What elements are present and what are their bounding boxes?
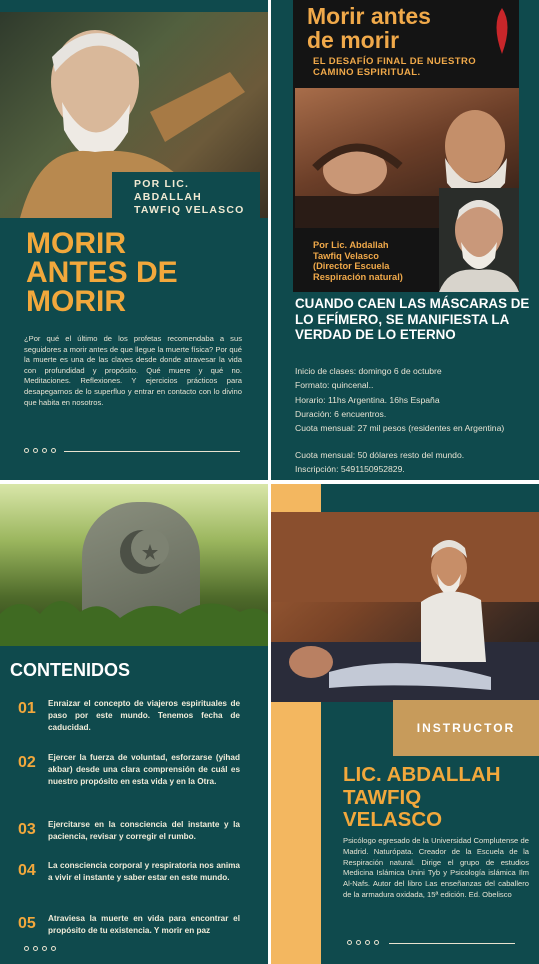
info-start-date: Inicio de clases: domingo 6 de octubre — [295, 366, 442, 376]
carousel-dots — [347, 940, 379, 945]
title-line: MORIR — [26, 227, 126, 260]
list-item: 04 La consciencia corporal y respiratoria nos anima a vivir el instante y saber estar en este mundo. — [18, 861, 240, 882]
info-duration: Duración: 6 encuentros. — [295, 409, 387, 419]
poster-title: Morir antes de morir — [307, 3, 431, 53]
carousel-dots — [24, 946, 56, 951]
divider — [389, 943, 515, 944]
info-registration: Inscripción: 5491150952829. — [295, 464, 405, 474]
byline-line: ABDALLAH — [134, 191, 202, 203]
list-item: 02 Ejercer la fuerza de voluntad, esforzarse (yihad akbar) desde una clara comprensión de cuál es nuestro propósito en esta vida y en la Otra. — [18, 753, 240, 786]
section-heading: CUANDO CAEN LAS MÁSCARAS DE LO EFÍMERO, SE MANIFIESTA LA VERDAD DE LO ETERNO — [295, 296, 530, 343]
carousel-dots — [24, 448, 56, 453]
author-byline — [112, 172, 260, 224]
accent-block — [271, 702, 321, 964]
contents-heading: CONTENIDOS — [10, 660, 131, 680]
instructor-badge — [393, 700, 539, 756]
instructor-name: LIC. ABDALLAH TAWFIQ VELASCO — [343, 763, 501, 831]
byline-line: TAWFIQ VELASCO — [134, 204, 245, 216]
divider — [64, 451, 240, 452]
title-line: ANTES DE — [26, 256, 178, 289]
instructor-panel — [271, 484, 539, 964]
details-panel — [271, 0, 539, 480]
accent-block — [271, 484, 321, 512]
intro-text: ¿Por qué el último de los profetas recomendaba a sus seguidores a morir antes de que llegue la muerte física? Por qué la muerte es una de las claves desde donde atravesar la vida con profundidad y propósito. Qué muere y qué no. Meditaciones. Reflexiones. Y ejercicios prácticos para desapegarnos de lo superfluo y entrar en contacto con lo divino que habita en nosotros. — [24, 334, 242, 407]
instructor-bio: Psicólogo egresado de la Universidad Complutense de Madrid. Naturópata. Creador de la Escuela de la Respiración natural. Dirige el grupo de estudios Medicina Islámica Unini Tyb y Psicología islámica Ilm Al-Nafs. Autor del libro Las enseñanzas del caballero de la armadura oxidada, 15ª edición. Ed. Obelisco — [343, 836, 529, 899]
crescent-star-icon — [114, 524, 170, 580]
instructor-portrait — [439, 188, 519, 292]
contents-panel — [0, 484, 268, 964]
gravestone-photo — [0, 484, 268, 646]
list-item: 01 Enraizar el concepto de viajeros espirituales de paso por este mundo. Tenemos fecha de caducidad. — [18, 699, 240, 732]
poster-byline: Por Lic. Abdallah Tawfiq Velasco (Director Escuela Respiración natural) — [313, 240, 403, 282]
title-line: MORIR — [26, 285, 126, 318]
poster-subtitle: EL DESAFÍO FINAL DE NUESTRO CAMINO ESPIRITUAL. — [313, 56, 476, 78]
info-format: Formato: quincenal.. — [295, 380, 374, 390]
course-title — [26, 229, 178, 316]
flame-icon — [489, 6, 515, 56]
course-poster — [293, 0, 519, 292]
info-fee-world: Cuota mensual: 50 dólares resto del mundo. — [295, 450, 465, 460]
session-photo — [271, 512, 539, 702]
byline-line: POR LIC. — [134, 178, 190, 190]
info-schedule: Horario: 11hs Argentina. 16hs España — [295, 395, 440, 405]
badge-label: INSTRUCTOR — [416, 721, 516, 735]
info-fee-argentina: Cuota mensual: 27 mil pesos (residentes en Argentina) — [295, 423, 505, 433]
list-item: 05 Atraviesa la muerte en vida para encontrar el propósito de tu existencia. Y morir en paz — [18, 914, 240, 935]
intro-panel — [0, 0, 268, 480]
list-item: 03 Ejercitarse en la consciencia del instante y la paciencia, revisar y corregir el rumbo. — [18, 820, 240, 841]
